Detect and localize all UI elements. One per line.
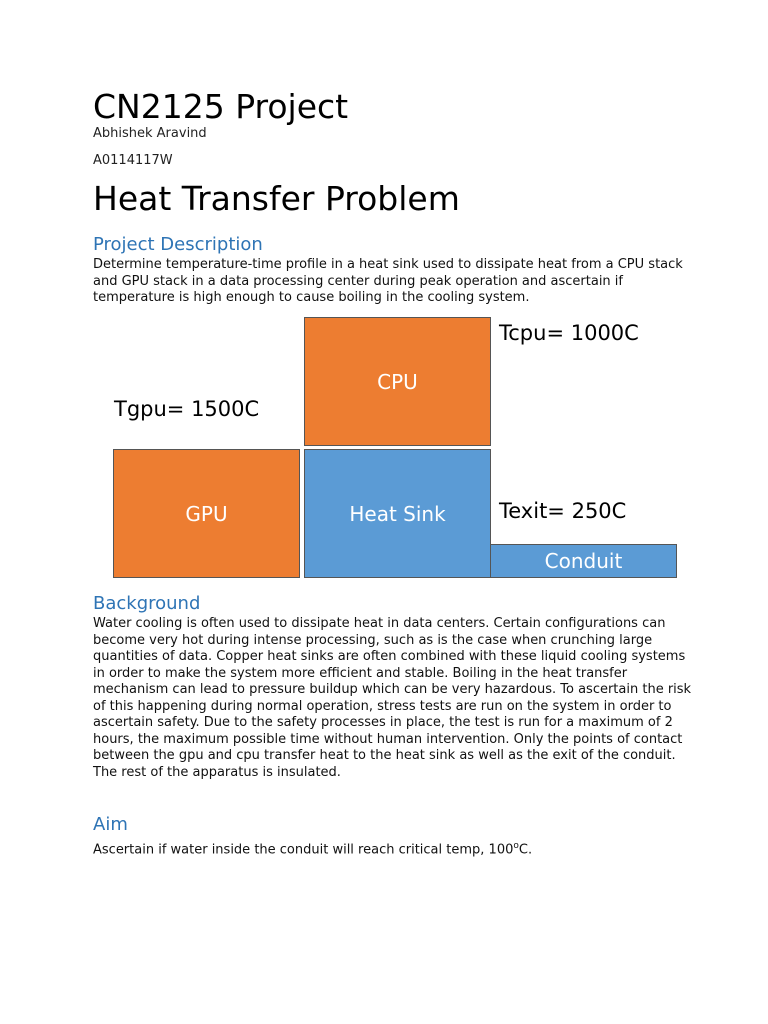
gpu-label: GPU bbox=[185, 501, 228, 526]
aim-text bbox=[93, 838, 693, 859]
conduit-box bbox=[490, 544, 677, 578]
project-description-text: Determine temperature-time profile in a heat sink used to dissipate heat from a CPU stack and GPU stack in a data processing center during peak operation and ascertain if temperature is high enough to cause boiling in the cooling system. bbox=[93, 257, 683, 305]
aim-text-unit: C. bbox=[518, 842, 533, 858]
cpu-label: CPU bbox=[377, 369, 418, 394]
student-id: A0114117W bbox=[93, 153, 173, 168]
aim-heading: Aim bbox=[93, 814, 128, 835]
document-title: CN2125 Project bbox=[93, 87, 349, 126]
tcpu-label: Tcpu= 1000C bbox=[499, 321, 639, 345]
main-heading: Heat Transfer Problem bbox=[93, 179, 460, 218]
background-heading: Background bbox=[93, 593, 201, 614]
aim-text-main: Ascertain if water inside the conduit will reach critical temp, 100 bbox=[93, 842, 514, 858]
background-text: Water cooling is often used to dissipate heat in data centers. Certain configurations can become very hot during intense processing, such as is the case when crunching large quantities of data. Copper heat sinks are often combined with these liquid cooling systems in order to make the system more efficient and stable. Boiling in the heat transfer mechanism can lead to pressure buildup which can be very hazardous. To ascertain the risk of this happening during normal operation, stress tests are run on the system in order to ascertain safety. Due to the safety processes in place, the test is run for a maximum of 2 hours, the maximum possible time without human intervention. Only the points of contact between the gpu and cpu transfer heat to the heat sink as well as the exit of the conduit. The rest of the apparatus is insulated. bbox=[93, 616, 692, 780]
heat-sink-label: Heat Sink bbox=[349, 501, 446, 526]
gpu-box bbox=[113, 449, 300, 578]
cpu-box bbox=[304, 317, 491, 446]
conduit-label: Conduit bbox=[544, 549, 623, 573]
heat-sink-box bbox=[304, 449, 491, 578]
tgpu-label: Tgpu= 1500C bbox=[114, 397, 260, 421]
author-name: Abhishek Aravind bbox=[93, 126, 207, 141]
degree-superscript: o bbox=[513, 841, 519, 851]
project-description-heading: Project Description bbox=[93, 234, 263, 255]
texit-label: Texit= 250C bbox=[499, 499, 627, 523]
